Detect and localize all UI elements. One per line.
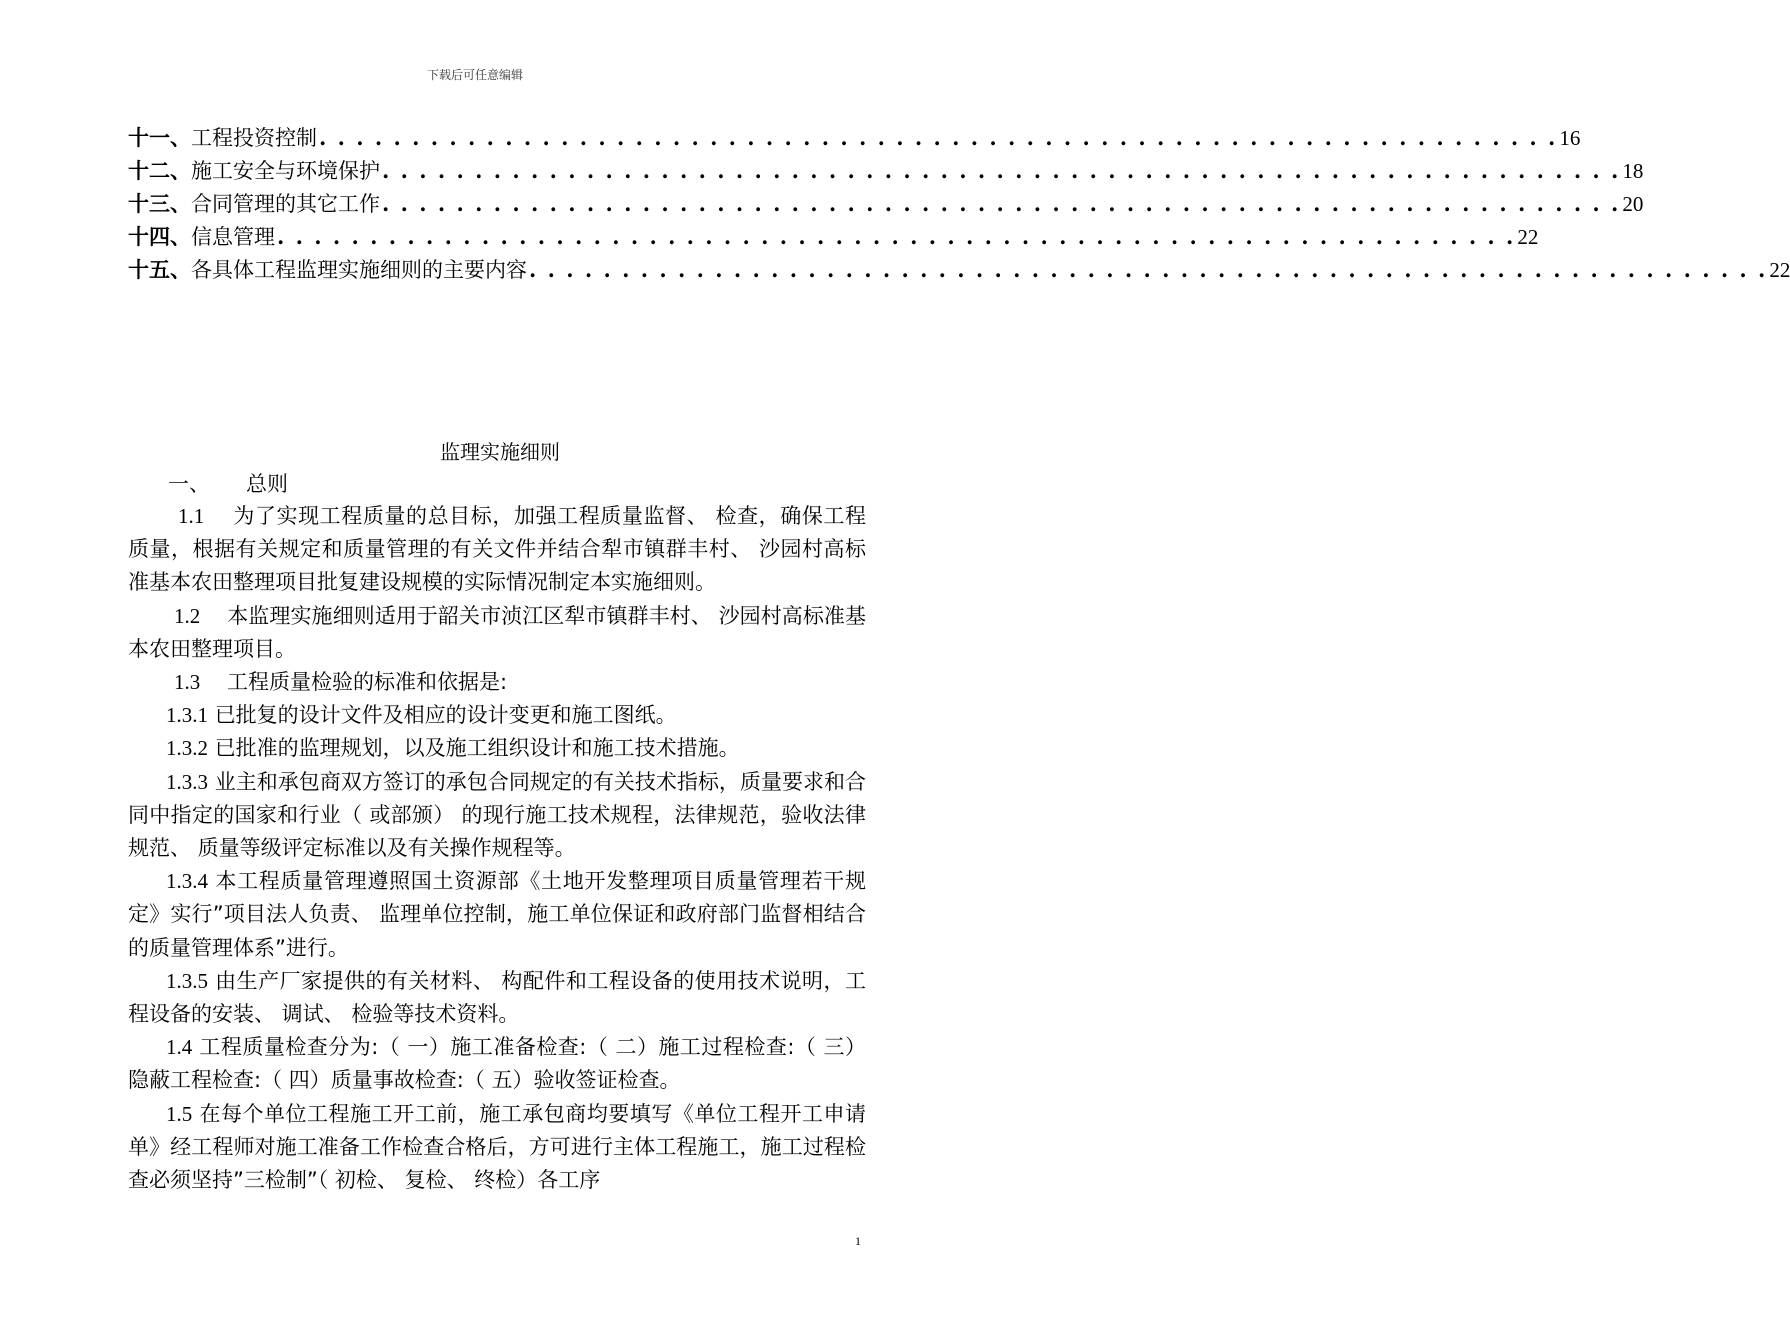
toc-entry [128,122,1581,155]
document-body [128,500,866,1197]
section-number: 一、 [168,472,210,496]
page-header: 下载后可任意编辑 [426,68,523,82]
toc-entry [128,254,1790,287]
toc-entry-number: 十二、 [128,159,191,183]
paragraph-number: 1.3.5 [166,968,208,993]
toc-entry [128,155,1644,188]
toc-leader-dots: . . . . . . . . . . . . . . . . . . . . . . . . . . . . . . . . . . . . . . . . . . . . . . . . . . . . . . . . . . . . . . . . . . . [529,257,1768,282]
document-title: 监理实施细则 [440,440,560,464]
toc-entry-title: 工程投资控制 [191,126,317,150]
section-title: 总则 [246,472,288,496]
paragraph-text: 本监理实施细则适用于韶关市浈江区犁市镇群丰村、 沙园村高标准基本农田整理项目。 [128,603,866,661]
paragraph-number: 1.3.4 [166,869,208,894]
toc-entry-title: 合同管理的其它工作 [191,192,380,216]
paragraph-number: 1.3.3 [166,769,208,794]
paragraph-text: 本工程质量管理遵照国土资源部《土地开发整理项目质量管理若干规定》实行”项目法人负责、 监理单位控制，施工单位保证和政府部门监督相结合的质量管理体系”进行。 [128,869,866,960]
paragraph-text: 已批复的设计文件及相应的设计变更和施工图纸。 [214,703,677,728]
paragraph-text: 工程质量检查分为:（ 一）施工准备检查:（ 二）施工过程检查:（ 三）隐蔽工程检查:（ 四）质量事故检查:（ 五）验收签证检查。 [128,1035,866,1093]
paragraph [128,865,866,965]
paragraph [128,699,866,732]
paragraph [128,1031,866,1097]
paragraph [128,666,866,699]
toc-entry-title: 施工安全与环境保护 [191,159,380,183]
paragraph [128,600,866,666]
toc-entry-page: 20 [1622,192,1644,216]
paragraph [128,766,866,866]
paragraph [128,1098,866,1198]
paragraph-text: 为了实现工程质量的总目标，加强工程质量监督、 检查，确保工程质量，根据有关规定和质量管理的有关文件并结合犁市镇群丰村、 沙园村高标准基本农田整理项目批复建设规模的实际情况制定本实施细则。 [128,504,866,595]
paragraph-number: 1.2 [174,603,201,628]
paragraph-text: 由生产厂家提供的有关材料、 构配件和工程设备的使用技术说明，工程设备的安装、 调试、 检验等技术资料。 [128,968,866,1027]
paragraph-number: 1.5 [166,1101,193,1126]
paragraph-number: 1.4 [166,1035,193,1060]
paragraph [128,965,866,1031]
paragraph-number: 1.3.1 [166,703,208,728]
page-number: 1 [855,1234,861,1248]
paragraph-text: 工程质量检验的标准和依据是: [226,670,508,695]
toc-entry-number: 十四、 [128,225,191,249]
toc-entry-page: 22 [1769,258,1790,282]
paragraph [128,732,866,765]
toc-entry-number: 十一、 [128,126,191,150]
paragraph-text: 在每个单位工程施工开工前，施工承包商均要填写《单位工程开工申请单》经工程师对施工准备工作检查合格后，方可进行主体工程施工，施工过程检查必须坚持”三检制”（ 初检、 复检、 终检）各工序 [128,1101,866,1193]
paragraph-text: 业主和承包商双方签订的承包合同规定的有关技术指标，质量要求和合同中指定的国家和行业（ 或部颁） 的现行施工技术规程，法律规范，验收法律规范、 质量等级评定标准以及有关操作规程等。 [128,769,866,861]
toc-entry-page: 16 [1559,126,1581,150]
section-heading [168,468,288,498]
toc-entry-page: 22 [1517,225,1539,249]
toc-entry-title: 各具体工程监理实施细则的主要内容 [191,258,527,282]
table-of-contents [128,122,1790,287]
toc-entry [128,221,1539,254]
paragraph-number: 1.3 [174,670,201,695]
paragraph-number: 1.1 [178,504,205,528]
toc-leader-dots: . . . . . . . . . . . . . . . . . . . . . . . . . . . . . . . . . . . . . . . . . . . . . . . . . . . . . . . . . . . . . . . . . . . [382,158,1621,183]
paragraph [128,500,866,600]
toc-leader-dots: . . . . . . . . . . . . . . . . . . . . . . . . . . . . . . . . . . . . . . . . . . . . . . . . . . . . . . . . . . . . . . . . . . . [382,191,1621,216]
toc-entry-title: 信息管理 [191,225,275,249]
toc-leader-dots: . . . . . . . . . . . . . . . . . . . . . . . . . . . . . . . . . . . . . . . . . . . . . . . . . . . . . . . . . . . . . . . . . . . [277,224,1516,249]
paragraph-text: 已批准的监理规划，以及施工组织设计和施工技术措施。 [214,736,740,761]
toc-entry-number: 十五、 [128,258,191,282]
toc-leader-dots: . . . . . . . . . . . . . . . . . . . . . . . . . . . . . . . . . . . . . . . . . . . . . . . . . . . . . . . . . . . . . . . . . . . [319,125,1558,150]
paragraph-number: 1.3.2 [166,736,208,761]
toc-entry-page: 18 [1622,159,1644,183]
toc-entry-number: 十三、 [128,192,191,216]
toc-entry [128,188,1644,221]
